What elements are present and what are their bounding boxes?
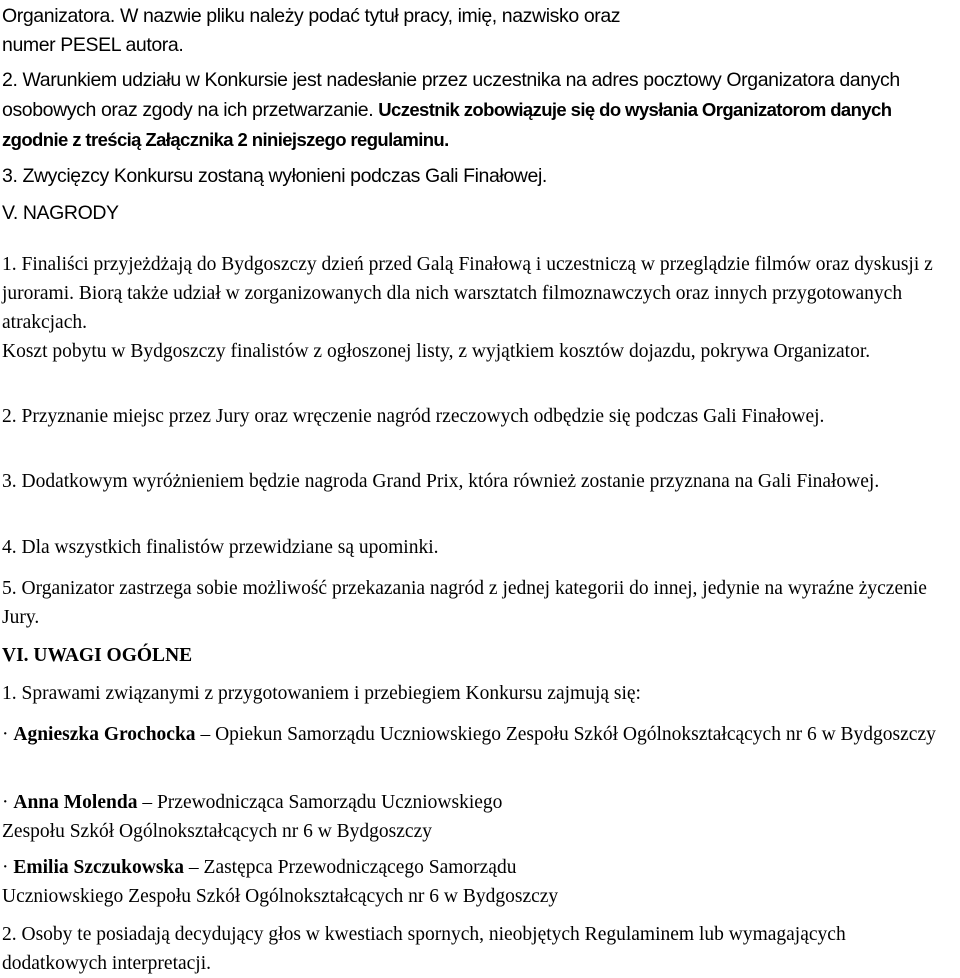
dash: –: [137, 792, 157, 813]
sec5-item-3: 3. Dodatkowym wyróżnieniem będzie nagroda Grand Prix, która również zostanie przyznana na Gali Finałowej.: [2, 471, 880, 492]
intro-line-1: Organizatora. W nazwie pliku należy podać tytuł pracy, imię, nazwisko oraz: [2, 5, 621, 27]
sec5-item-4: 4. Dla wszystkich finalistów przewidziane są upominki.: [2, 537, 439, 558]
dash: –: [195, 724, 216, 745]
dash: –: [184, 857, 204, 878]
intro-paragraph: [2, 2, 620, 60]
sec6-item-2: 2. Osoby te posiadają decydujący głos w kwestiach spornych, nieobjętych Regulaminem lub wymagających dodatkowych interpretacji.: [2, 924, 846, 974]
sec6-heading: VI. UWAGI OGÓLNE: [2, 645, 193, 666]
sec5-item-1b: Koszt pobytu w Bydgoszczy finalistów z ogłoszonej listy, z wyjątkiem kosztów dojazdu, pokrywa Organizator.: [2, 341, 871, 362]
person-name: Emilia Szczukowska: [13, 857, 185, 878]
sec5-heading: V. NAGRODY: [2, 202, 119, 224]
person-role: Zastępca Przewodniczącego Samorządu: [203, 857, 517, 878]
sec6-item-1: 1. Sprawami związanymi z przygotowaniem i przebiegiem Konkursu zajmują się:: [2, 683, 641, 704]
person-entry: [2, 788, 502, 846]
sec5-item-2: 2. Przyznanie miejsc przez Jury oraz wręczenie nagród rzeczowych odbędzie się podczas Gali Finałowej.: [2, 406, 825, 427]
sec4-item-2-bold: Uczestnik zobowiązuje się do wysłania Organizatorom danych zgodnie z treścią Załącznika 2 niniejszego regulaminu.: [2, 99, 892, 150]
person-role: Opiekun Samorządu Uczniowskiego Zespołu Szkół Ogólnokształcących nr 6 w Bydgoszczy: [215, 724, 936, 745]
sec5-item-1a: 1. Finaliści przyjeżdżają do Bydgoszczy dzień przed Galą Finałową i uczestniczą w przeglądzie filmów oraz dyskusji z jurorami. Biorą także udział w zorganizowanych dla nich warsztatch filmoznawczych oraz innych przygotowanych atrakcjach.: [2, 254, 933, 333]
person-role: Przewodnicząca Samorządu Uczniowskiego: [156, 792, 503, 813]
sec5-item-5: 5. Organizator zastrzega sobie możliwość przekazania nagród z jednej kategorii do innej, jedynie na wyraźne życzenie Jury.: [2, 578, 927, 628]
bullet: ·: [2, 724, 14, 745]
person-role-line-2: Uczniowskiego Zespołu Szkół Ogólnokształcących nr 6 w Bydgoszczy: [2, 886, 559, 907]
sec4-item-3: 3. Zwycięzcy Konkursu zostaną wyłonieni podczas Gali Finałowej.: [2, 165, 547, 187]
person-role-line-2: Zespołu Szkół Ogólnokształcących nr 6 w Bydgoszczy: [2, 821, 432, 842]
sec4-item-2-text: 2. Warunkiem udziału w Konkursie jest nadesłanie przez uczestnika na adres pocztowy Organizatora danych osobowych oraz zgody na ich przetwarzanie.: [2, 69, 900, 121]
bullet: ·: [2, 857, 14, 878]
person-name: Anna Molenda: [13, 792, 138, 813]
person-entry: [2, 720, 960, 749]
bullet: ·: [2, 792, 14, 813]
person-name: Agnieszka Grochocka: [13, 724, 196, 745]
person-entry: [2, 853, 558, 911]
intro-line-2: numer PESEL autora.: [2, 34, 184, 56]
sec4-item-2: [2, 66, 952, 155]
